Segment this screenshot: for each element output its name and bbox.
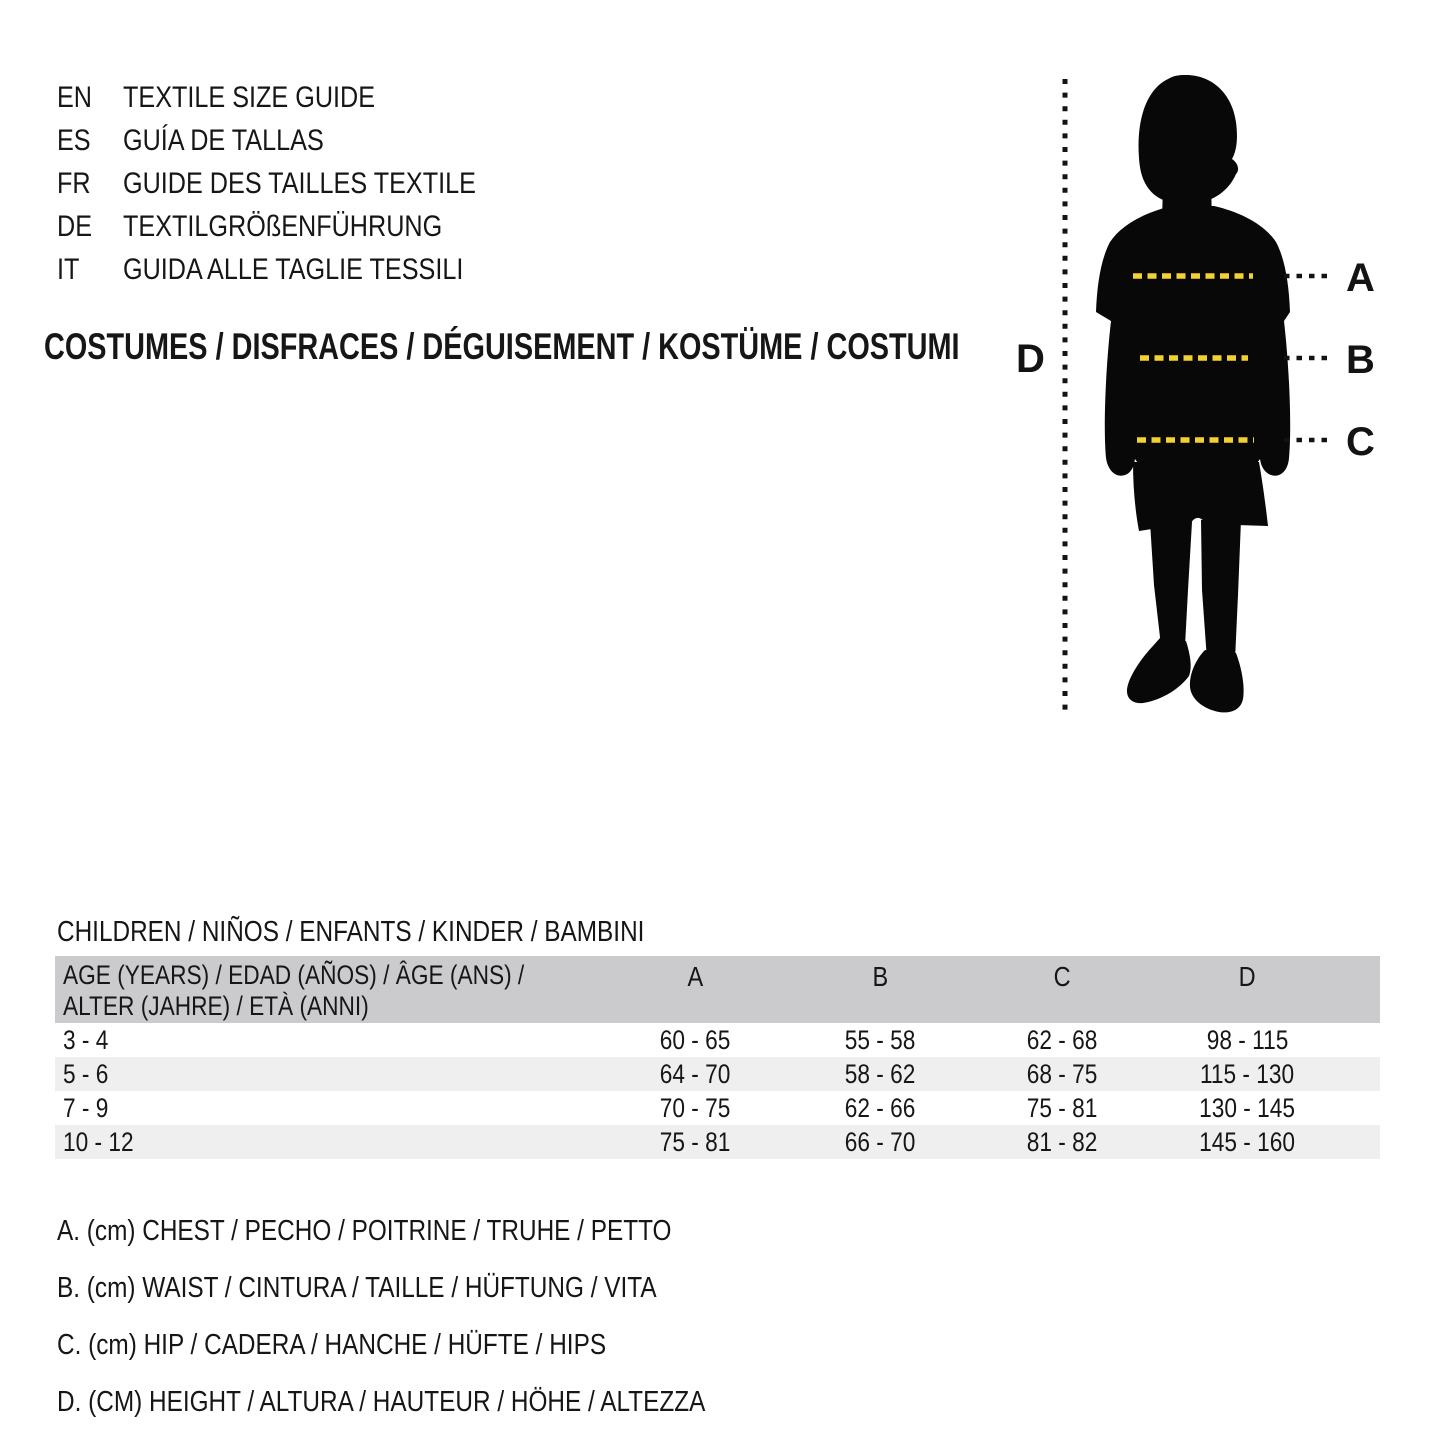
waist-cell: 62 - 66	[844, 1092, 916, 1123]
chest-cell: 75 - 81	[659, 1126, 731, 1157]
hip-cell: 68 - 75	[1027, 1058, 1098, 1089]
language-row-fr	[57, 162, 543, 205]
age-cell: 3 - 4	[63, 1024, 109, 1055]
category-title: COSTUMES / DISFRACES / DÉGUISEMENT / KOSTÜME / COSTUMI	[44, 326, 960, 367]
legend-item-height: D. (CM) HEIGHT / ALTURA / HAUTEUR / HÖHE / ALTEZZA	[57, 1386, 706, 1418]
language-code: IT	[57, 252, 80, 286]
marker-b-label: B	[1346, 338, 1375, 382]
height-cell: 145 - 160	[1199, 1126, 1296, 1157]
hip-cell: 62 - 68	[1027, 1024, 1098, 1055]
legend-item-hip: C. (cm) HIP / CADERA / HANCHE / HÜFTE / HIPS	[57, 1329, 607, 1361]
height-cell: 115 - 130	[1200, 1058, 1295, 1089]
silhouette-right-leg	[1201, 520, 1241, 660]
marker-a-label: A	[1346, 256, 1375, 300]
chest-cell: 64 - 70	[659, 1058, 731, 1089]
hip-cell: 75 - 81	[1027, 1092, 1098, 1123]
measurement-legend	[57, 1203, 829, 1431]
waist-cell: 58 - 62	[844, 1058, 916, 1089]
legend-item-waist: B. (cm) WAIST / CINTURA / TAILLE / HÜFTUNG / VITA	[57, 1272, 657, 1304]
waist-cell: 66 - 70	[844, 1126, 916, 1157]
age-cell: 7 - 9	[63, 1092, 109, 1123]
section-title-children: CHILDREN / NIÑOS / ENFANTS / KINDER / BAMBINI	[57, 915, 645, 948]
table-row	[55, 1057, 1380, 1091]
silhouette-torso	[1096, 206, 1290, 476]
table-row	[55, 1125, 1380, 1159]
chest-cell: 60 - 65	[659, 1024, 731, 1055]
language-title: GUÍA DE TALLAS	[123, 123, 324, 157]
column-header-b: B	[872, 961, 888, 992]
language-code: ES	[57, 123, 91, 157]
silhouette-shorts	[1133, 462, 1268, 531]
silhouette-left-shoe	[1127, 638, 1191, 703]
hip-cell: 81 - 82	[1027, 1126, 1098, 1157]
silhouette-left-leg	[1150, 522, 1192, 646]
age-column-header: AGE (YEARS) / EDAD (AÑOS) / ÂGE (ANS) / ALTER (JAHRE) / ETÀ (ANNI)	[63, 960, 525, 1021]
age-cell: 5 - 6	[63, 1058, 109, 1089]
language-code: EN	[57, 80, 93, 114]
language-list	[57, 76, 543, 291]
silhouette-right-shoe	[1190, 650, 1244, 712]
waist-cell: 55 - 58	[844, 1024, 916, 1055]
height-cell: 130 - 145	[1199, 1092, 1296, 1123]
column-header-d: D	[1238, 961, 1256, 992]
language-title: GUIDE DES TAILLES TEXTILE	[123, 166, 476, 200]
age-cell: 10 - 12	[63, 1126, 134, 1157]
chest-cell: 70 - 75	[659, 1092, 731, 1123]
language-title: TEXTILE SIZE GUIDE	[123, 80, 376, 114]
language-code: DE	[57, 209, 93, 243]
child-silhouette	[1096, 75, 1290, 712]
children-size-table	[55, 956, 1380, 1159]
language-row-it	[57, 248, 543, 291]
language-row-es	[57, 119, 543, 162]
language-title: GUIDA ALLE TAGLIE TESSILI	[123, 252, 464, 286]
table-row	[55, 1023, 1380, 1057]
column-header-a: A	[687, 961, 703, 992]
size-table-header-row	[55, 956, 1380, 1023]
height-cell: 98 - 115	[1206, 1024, 1289, 1055]
marker-d-label: D	[1016, 337, 1045, 381]
legend-item-chest: A. (cm) CHEST / PECHO / POITRINE / TRUHE / PETTO	[57, 1215, 672, 1247]
language-code: FR	[57, 166, 91, 200]
table-row	[55, 1091, 1380, 1125]
marker-c-label: C	[1346, 420, 1375, 464]
language-row-de	[57, 205, 543, 248]
column-header-c: C	[1053, 961, 1071, 992]
language-title: TEXTILGRÖßENFÜHRUNG	[123, 209, 443, 243]
child-silhouette-figure	[1000, 60, 1445, 730]
language-row-en	[57, 76, 543, 119]
